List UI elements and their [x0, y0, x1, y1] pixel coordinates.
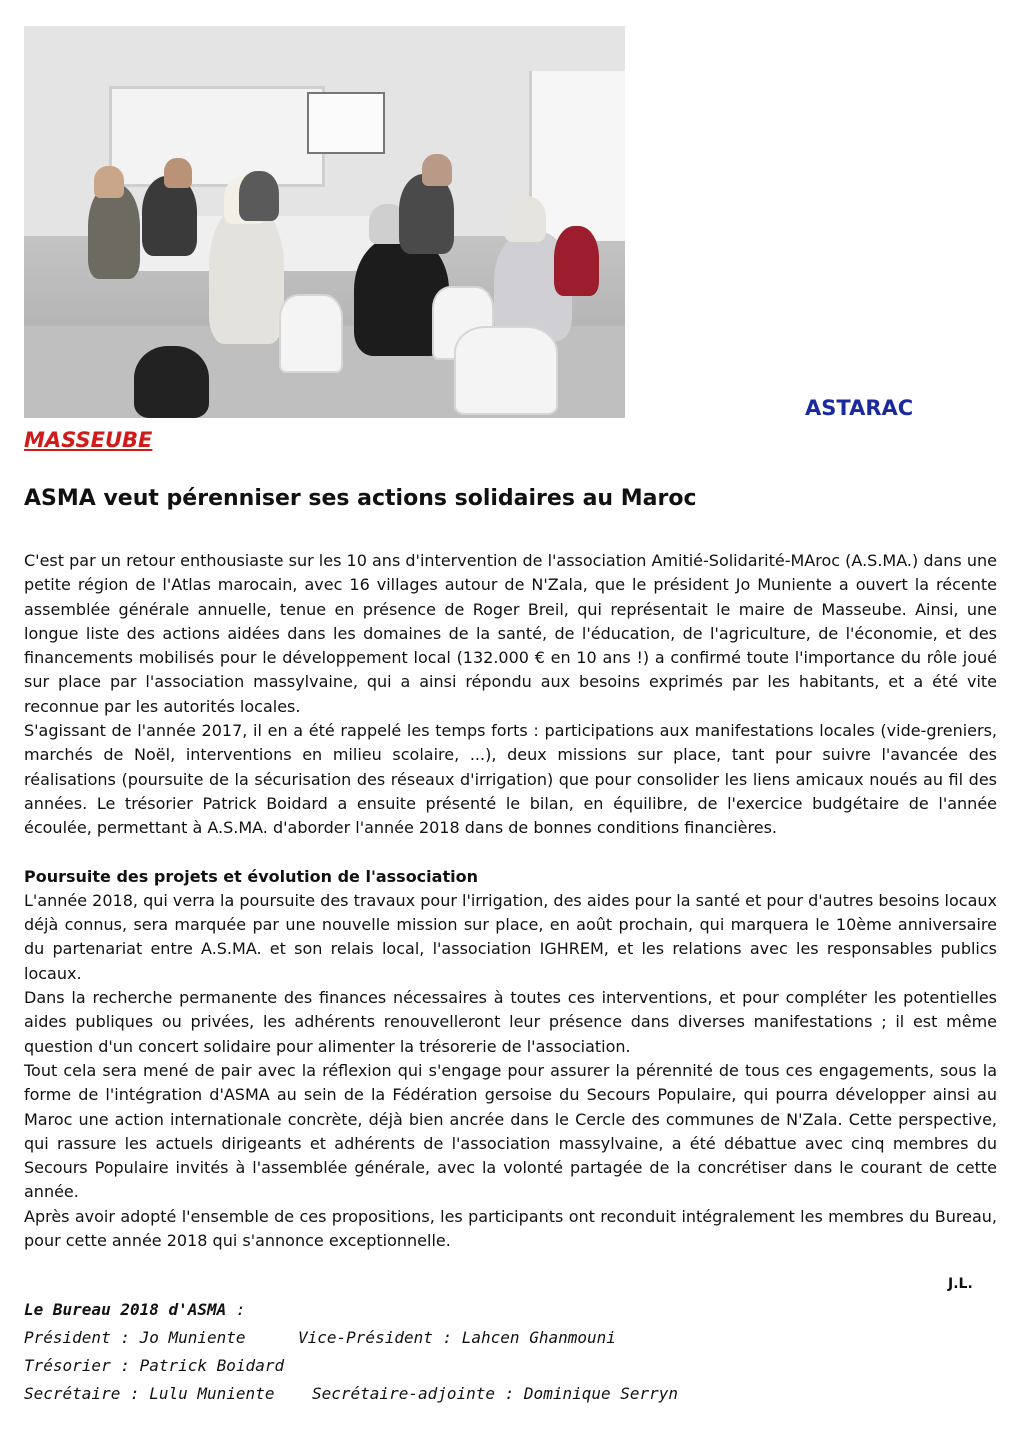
bureau-title-colon: : — [226, 1300, 246, 1319]
paragraph: C'est par un retour enthousiaste sur les 10 ans d'intervention de l'association Amitié-Solidarité-MAroc (A.S.MA.) dans une petite région de l'Atlas marocain, avec 16 villages autour de N'Zala, que le président Jo Muniente a ouvert la récente assemblée générale annuelle, tenue en présence de Roger Breil, qui représentait le maire de Masseube. Ainsi, une longue liste des actions aidées dans les domaines de la santé, de l'éducation, de l'agriculture, de l'économie, et des financements mobilisés pour le développement local (132.000 € en 10 ans !) a confirmé toute l'importance du rôle joué sur place par l'association massylvaine, qui a ainsi répondu aux besoins exprimés par les habitants, et a été vite reconnue par les autorités locales. — [24, 551, 997, 716]
bureau-secretary: Secrétaire : Lulu Muniente — [24, 1384, 275, 1403]
section-subheading: Poursuite des projets et évolution de l'association — [24, 866, 478, 886]
paragraph: Tout cela sera mené de pair avec la réflexion qui s'engage pour assurer la pérennité de tous ces engagements, sous la forme de l'intégration d'ASMA au sein de la Fédération gersoise du Secours Populaire, qui pourra développer ainsi au Maroc une action internationale concrète, déjà bien ancrée dans le Cercle des communes de N'Zala. Cette perspective, qui rassure les actuels dirigeants et adhérents de l'association massylvaine, a été débattue avec cinq membres du Secours Populaire invités à l'assemblée générale, avec la volonté partagée de la concrétiser dans le courant de cette année. — [24, 1060, 997, 1202]
meeting-photo — [24, 26, 625, 418]
region-label: ASTARAC — [805, 396, 914, 420]
bureau-treasurer: Trésorier : Patrick Boidard — [24, 1356, 285, 1375]
projector-screen — [307, 92, 385, 154]
paragraph: Après avoir adopté l'ensemble de ces propositions, les participants ont reconduit intégralement les membres du Bureau, pour cette année 2018 qui s'annonce exceptionnelle. — [24, 1206, 997, 1251]
article-headline: ASMA veut pérenniser ses actions solidaires au Maroc — [24, 486, 697, 511]
bureau-list — [24, 1296, 679, 1408]
paragraph: S'agissant de l'année 2017, il en a été rappelé les temps forts : participations aux manifestations locales (vide-greniers, marchés de Noël, interventions en milieu scolaire, ...), deux missions sur place, tant pour suivre l'avancée des réalisations (poursuite de la sécurisation des réseaux d'irrigation) que pour consolider les liens amicaux noués au fil des années. Le trésorier Patrick Boidard a ensuite présenté le bilan, en équilibre, de l'exercice budgétaire de l'année écoulée, permettant à A.S.MA. d'aborder l'année 2018 dans de bonnes conditions financières. — [24, 721, 997, 838]
author-signature: J.L. — [948, 1276, 973, 1292]
bureau-title: Le Bureau 2018 d'ASMA — [24, 1300, 227, 1319]
paragraph: L'année 2018, qui verra la poursuite des travaux pour l'irrigation, des aides pour la santé et pour d'autres besoins locaux déjà connus, sera marquée par une nouvelle mission sur place, en août prochain, qui marquera le 10ème anniversaire du partenariat entre A.S.MA. et son relais local, l'association IGHREM, et les relations avec les responsables publics locaux. — [24, 890, 997, 983]
bureau-deputy-secretary: Secrétaire-adjointe : Dominique Serryn — [312, 1384, 679, 1403]
bureau-president: Président : Jo Muniente — [24, 1328, 246, 1347]
article-body — [24, 549, 997, 1253]
city-label: MASSEUBE — [24, 428, 153, 452]
bureau-vice-president: Vice-Président : Lahcen Ghanmouni — [298, 1328, 616, 1347]
paragraph: Dans la recherche permanente des finances nécessaires à toutes ces interventions, et pour compléter les potentielles aides publiques ou privées, les adhérents renouvelleront leur présence dans diverses manifestations ; il est même question d'un concert solidaire pour alimenter la trésorerie de l'association. — [24, 988, 997, 1056]
